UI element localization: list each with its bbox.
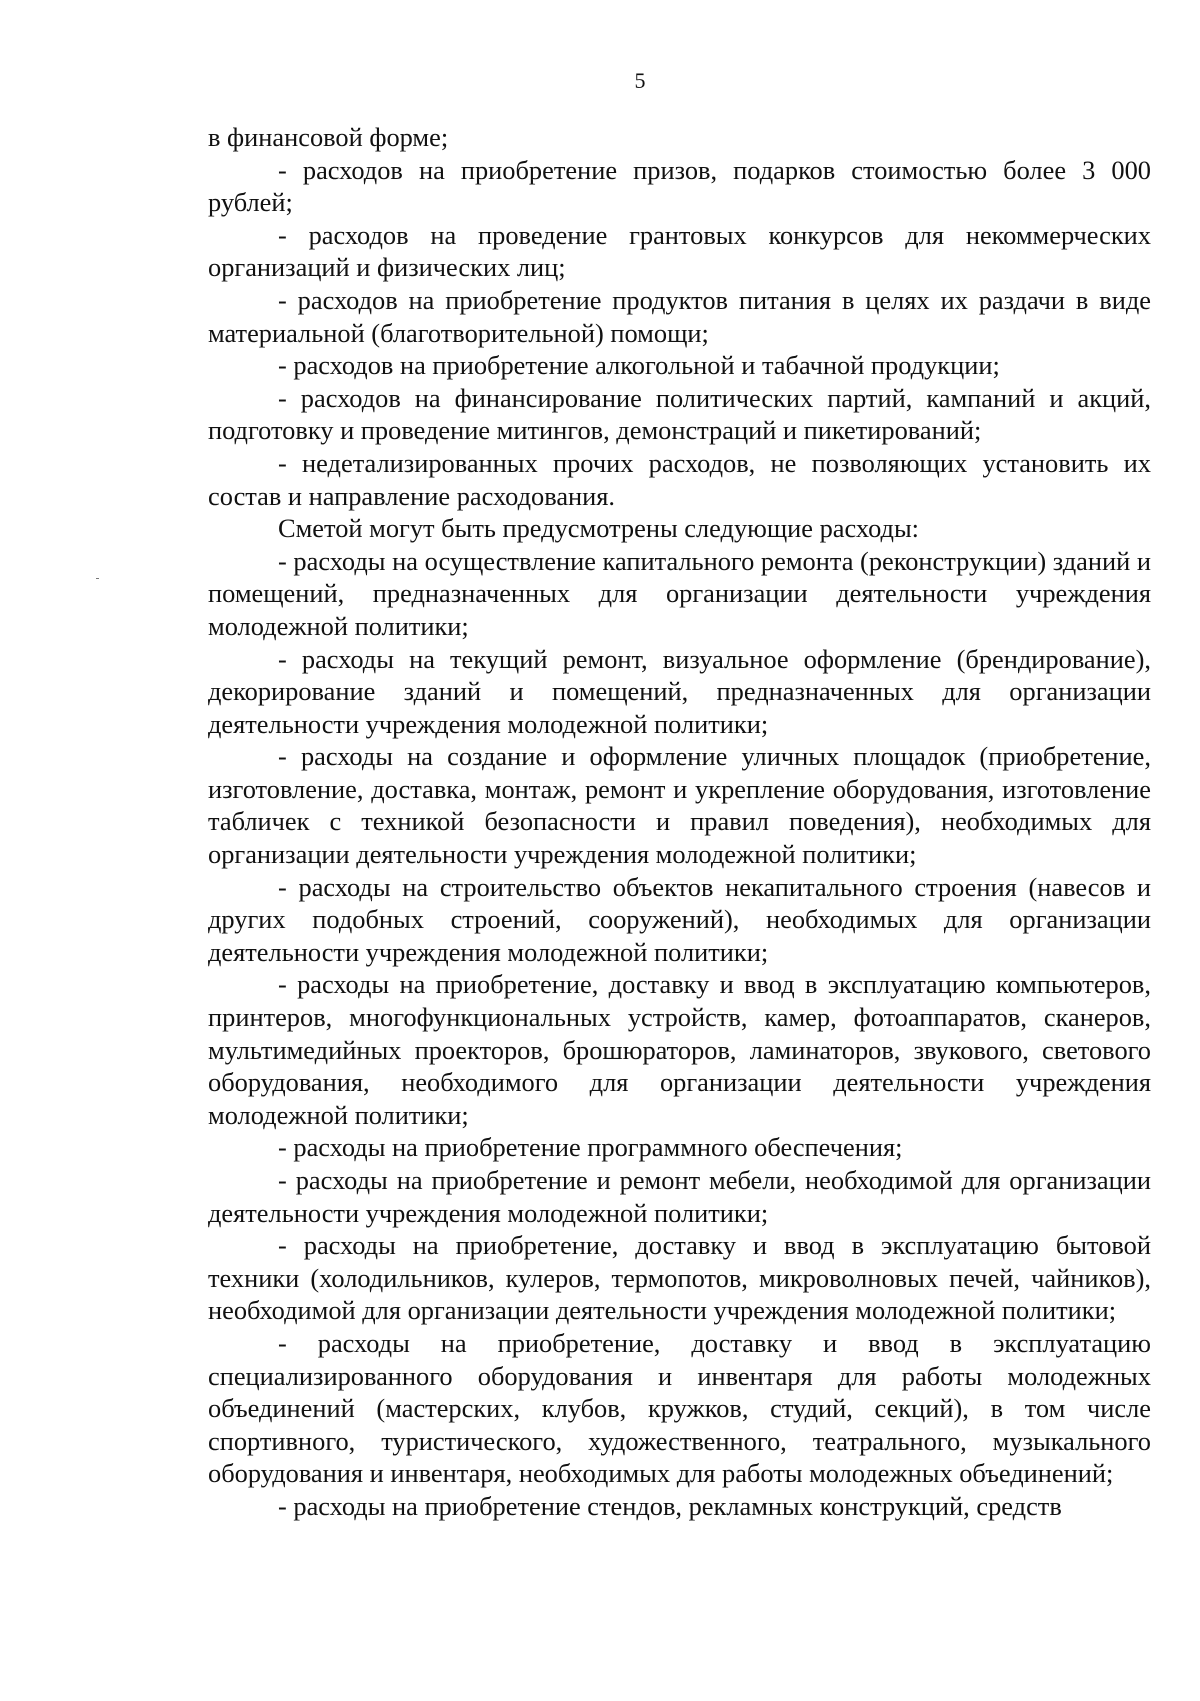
list-item-political-financing: - расходов на финансирование политических партий, кампаний и акций, подготовку и проведение митингов, демонстраций и пикетирований; — [208, 382, 1151, 446]
list-item-food-products: - расходов на приобретение продуктов питания в целях их раздачи в виде материальной (благотворительной) помощи; — [208, 284, 1151, 348]
list-item-current-repair: - расходы на текущий ремонт, визуальное оформление (брендирование), декорирование зданий и помещений, предназначенных для организации деятельности учреждения молодежной политики; — [208, 643, 1151, 739]
page-number: 5 — [634, 68, 646, 93]
document-body — [208, 121, 1151, 1523]
list-item-grant-contests: - расходов на проведение грантовых конкурсов для некоммерческих организаций и физических лиц; — [208, 219, 1151, 283]
list-item-furniture: - расходы на приобретение и ремонт мебели, необходимой для организации деятельности учреждения молодежной политики; — [208, 1165, 1151, 1228]
list-item-prizes: - расходов на приобретение призов, подарков стоимостью более 3 000 рублей; — [208, 154, 1151, 218]
list-item-non-capital-construction: - расходы на строительство объектов некапитального строения (навесов и других подобных строений, сооружений), необходимых для организации деятельности учреждения молодежной политики; — [208, 871, 1151, 967]
paragraph-continuation: в финансовой форме; — [208, 122, 449, 152]
list-item-computers-equipment: - расходы на приобретение, доставку и ввод в эксплуатацию компьютеров, принтеров, многофункциональных устройств, камер, фотоаппаратов, сканеров, мультимедийных проекторов, брошюраторов, ламинаторов, звукового, светового оборудования, необходимого для организации деятельности учреждения молодежной политики; — [208, 969, 1151, 1130]
list-item-street-areas: - расходы на создание и оформление уличных площадок (приобретение, изготовление, доставка, монтаж, ремонт и укрепление оборудования, изготовление табличек с техникой безопасности и правил поведения), необходимых для организации деятельности учреждения молодежной политики; — [208, 741, 1151, 870]
list-item-specialized-equipment: - расходы на приобретение, доставку и ввод в эксплуатацию специализированного оборудования и инвентаря для работы молодежных объединений (мастерских, клубов, кружков, студий, секций), в том числе спортивного, туристического, художественного, театрального, музыкального оборудования и инвентаря, необходимых для работы молодежных объединений; — [208, 1327, 1151, 1489]
list-item-household-appliances: - расходы на приобретение, доставку и ввод в эксплуатацию бытовой техники (холодильников, кулеров, термопотов, микроволновых печей, чайников), необходимой для организации деятельности учреждения молодежной политики; — [208, 1230, 1151, 1326]
list-item-capital-repair: - расходы на осуществление капитального ремонта (реконструкции) зданий и помещений, предназначенных для организации деятельности учреждения молодежной политики; — [208, 545, 1151, 641]
list-item-undetailed-expenses: - недетализированных прочих расходов, не позволяющих установить их состав и направление расходования. — [208, 447, 1151, 511]
list-item-alcohol-tobacco: - расходов на приобретение алкогольной и табачной продукции; — [278, 350, 1000, 381]
list-item-stands-advertising: - расходы на приобретение стендов, рекламных конструкций, средств — [278, 1490, 1062, 1521]
scan-artifact — [96, 578, 99, 579]
list-item-software: - расходы на приобретение программного обеспечения; — [278, 1132, 903, 1163]
paragraph-estimate-intro: Сметой могут быть предусмотрены следующие расходы: — [278, 513, 920, 544]
